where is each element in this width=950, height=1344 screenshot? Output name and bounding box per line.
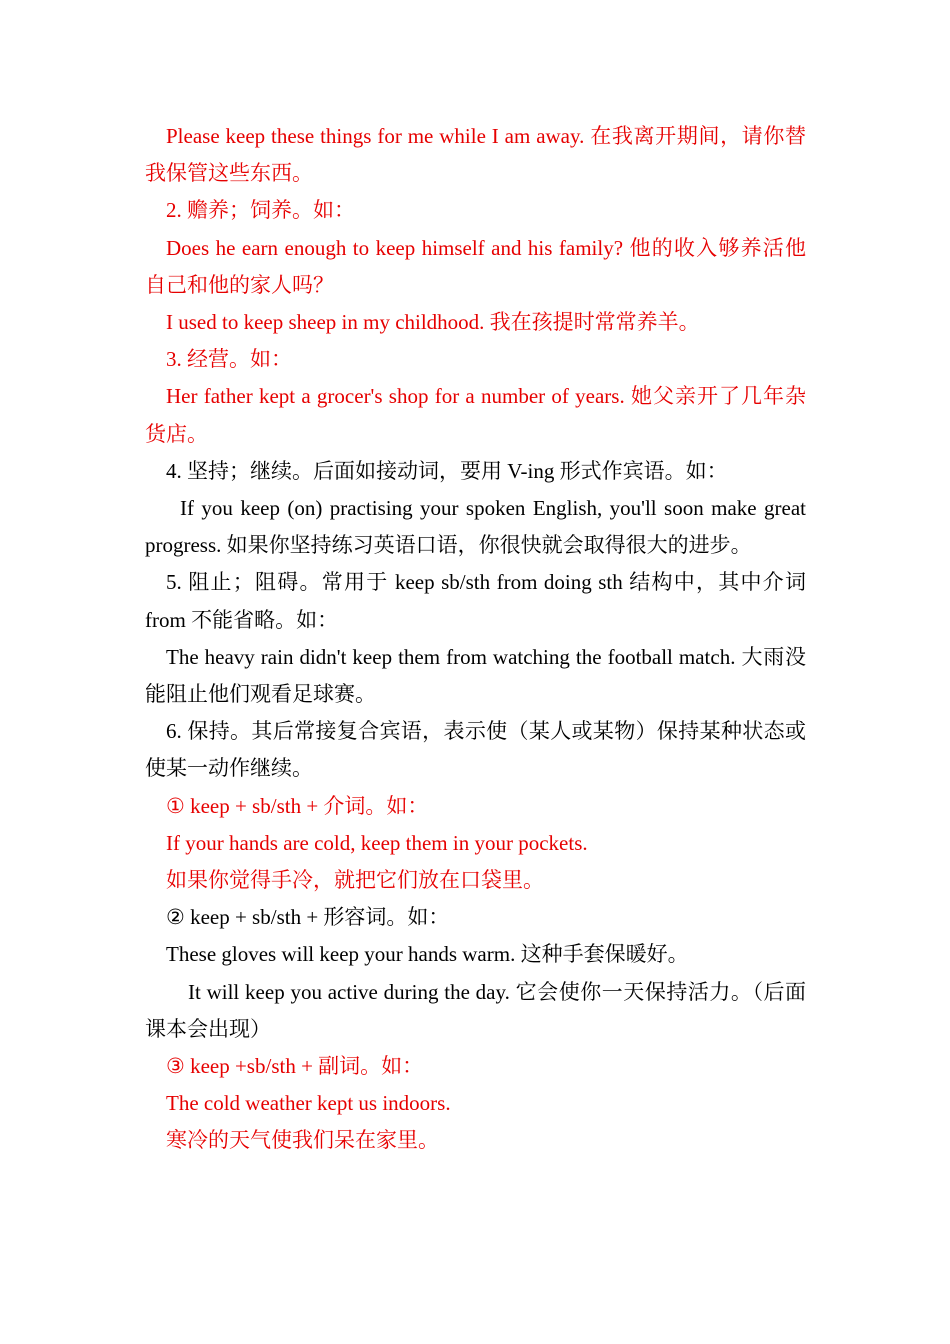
example-sentence: I used to keep sheep in my childhood. 我在孩提时常常养羊。	[166, 310, 700, 335]
meaning-heading: 4. 坚持；继续。后面如接动词，要用 V-ing 形式作宾语。如：	[166, 458, 728, 483]
meaning-heading: 5. 阻止；阻碍。常用于 keep sb/sth from doing sth 结构中，其中介词 from 不能省略。如：	[145, 570, 806, 632]
example-translation: 如果你觉得手冷，就把它们放在口袋里。	[166, 868, 544, 893]
meaning-heading: 2. 赡养；饲养。如：	[166, 198, 355, 223]
example-sentence: The cold weather kept us indoors.	[166, 1091, 451, 1116]
example-sentence: If you keep (on) practising your spoken English, you'll soon make great progress. 如果你坚持练习英语口语，你很快就会取得很大的进步。	[145, 496, 806, 558]
pattern-heading: ③ keep +sb/sth + 副词。如：	[166, 1054, 424, 1079]
example-sentence: These gloves will keep your hands warm. 这种手套保暖好。	[166, 942, 689, 967]
pattern-heading: ① keep + sb/sth + 介词。如：	[166, 793, 429, 818]
example-sentence: The heavy rain didn't keep them from watching the football match. 大雨没能阻止他们观看足球赛。	[145, 644, 806, 707]
example-sentence: Please keep these things for me while I am away. 在我离开期间，请你替我保管这些东西。	[145, 124, 806, 186]
pattern-heading: ② keep + sb/sth + 形容词。如：	[166, 905, 450, 930]
document-page	[145, 118, 806, 1160]
example-sentence: Her father kept a grocer's shop for a number of years. 她父亲开了几年杂货店。	[145, 384, 806, 446]
example-sentence: Does he earn enough to keep himself and his family? 他的收入够养活他自己和他的家人吗？	[145, 235, 806, 297]
meaning-heading: 3. 经营。如：	[166, 347, 292, 372]
meaning-heading: 6. 保持。其后常接复合宾语，表示使（某人或某物）保持某种状态或使某一动作继续。	[145, 719, 806, 781]
example-translation: 寒冷的天气使我们呆在家里。	[166, 1128, 439, 1153]
example-sentence: It will keep you active during the day. 它会使你一天保持活力。（后面课本会出现）	[145, 979, 806, 1041]
example-sentence: If your hands are cold, keep them in your pockets.	[166, 830, 588, 855]
